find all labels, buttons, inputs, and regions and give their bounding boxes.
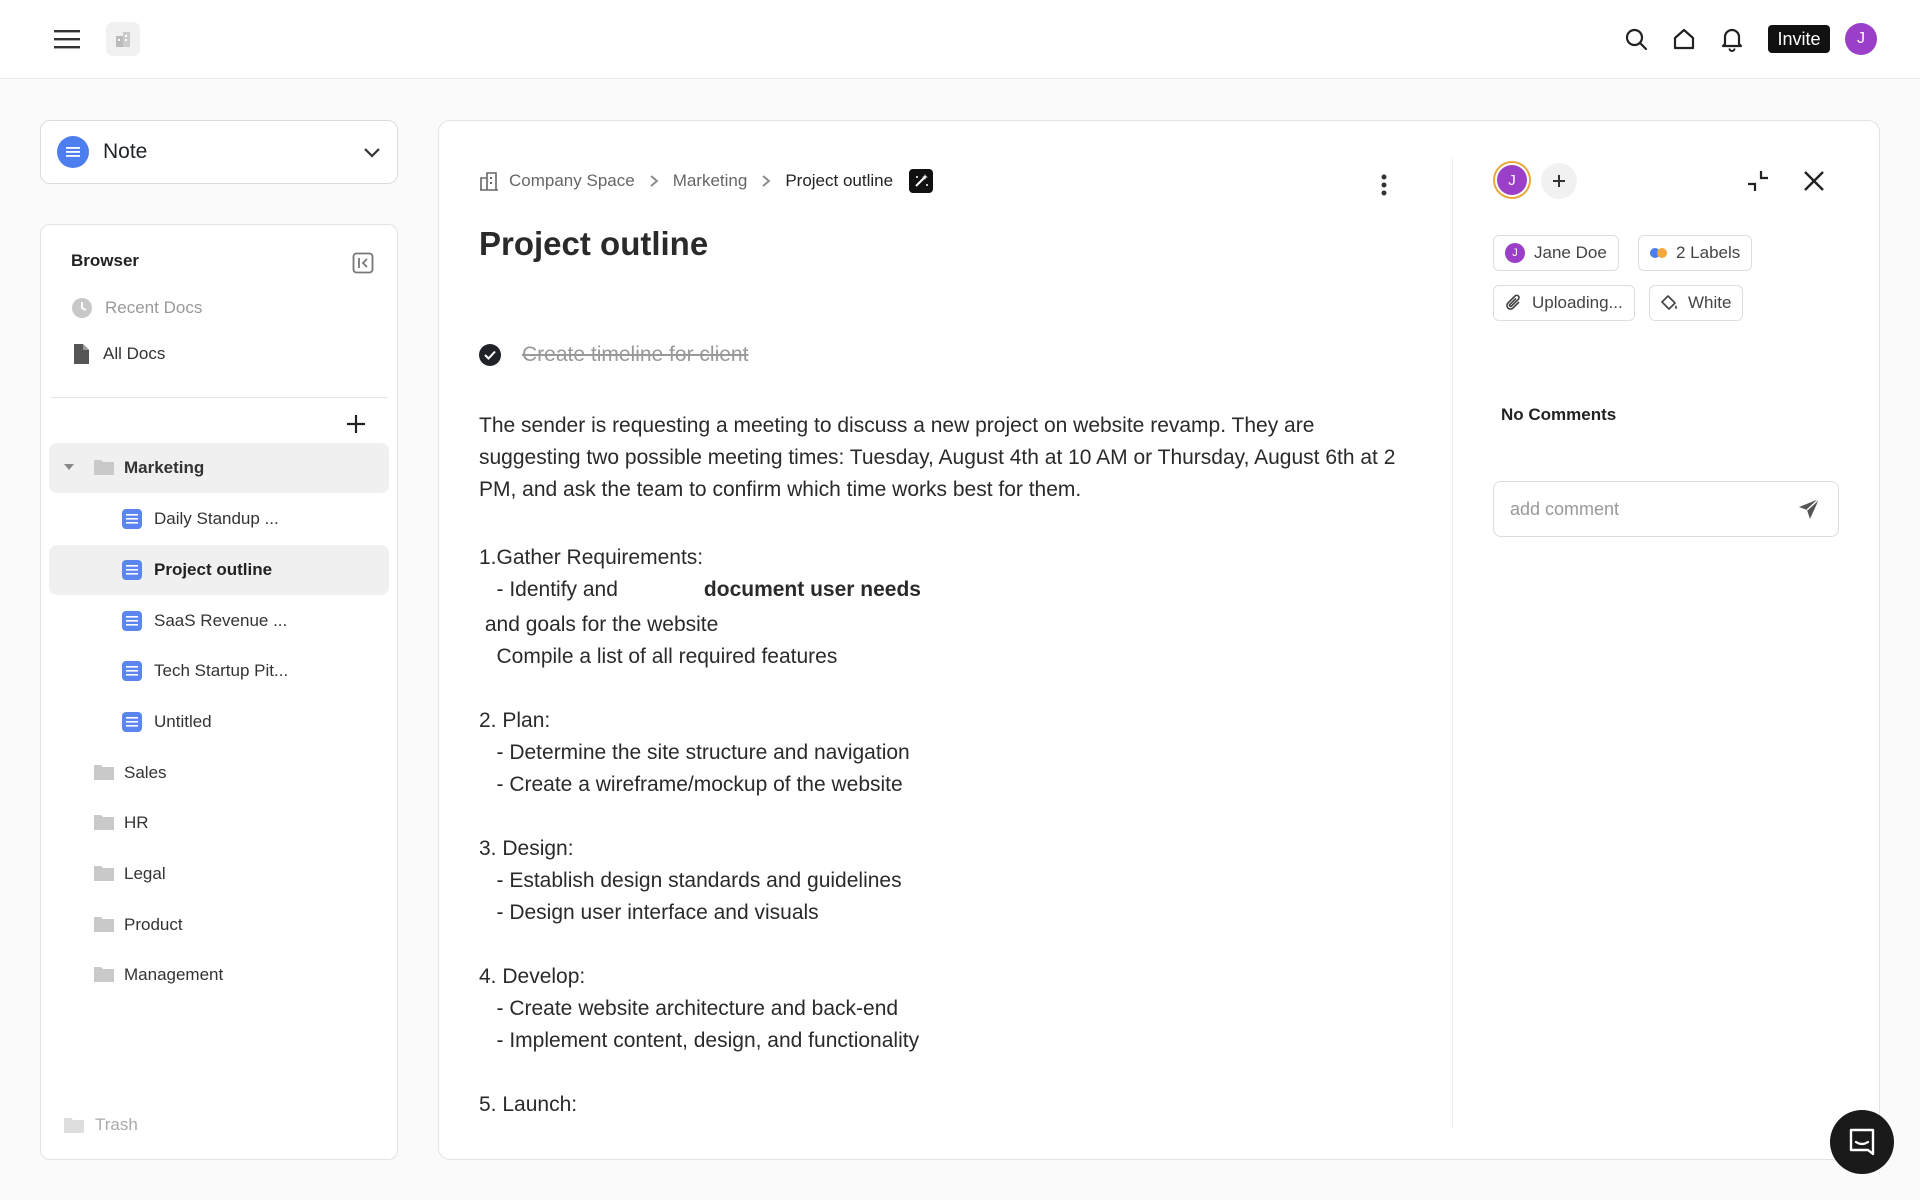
breadcrumb-space[interactable]: Company Space xyxy=(509,171,635,190)
doc-label: Project outline xyxy=(154,560,273,579)
assignee-chip[interactable] xyxy=(1493,235,1619,271)
doc-label: SaaS Revenue ... xyxy=(154,611,288,630)
collapse-icon xyxy=(352,252,374,274)
doc-untitled[interactable] xyxy=(49,697,389,747)
trash-link[interactable] xyxy=(63,1115,138,1135)
color-label: White xyxy=(1688,293,1732,312)
doc-project-outline[interactable] xyxy=(49,545,389,595)
document-icon xyxy=(122,560,142,580)
labels-icon xyxy=(1650,248,1667,258)
panel-divider xyxy=(1452,157,1453,1127)
collapse-sidebar-button[interactable] xyxy=(351,251,375,275)
chat-icon xyxy=(1847,1127,1877,1157)
collaborator-avatar[interactable] xyxy=(1493,161,1531,199)
no-comments-text: No Comments xyxy=(1501,405,1617,424)
intro-paragraph: The sender is requesting a meeting to discuss a new project on website revamp. They are suggesting two possible meeting times: Tuesday, August 4th at 10 AM or Thursday, August 6th at 2 PM, and ask the team to confirm which time works best for them. xyxy=(479,414,1396,501)
menu-button[interactable] xyxy=(48,21,86,57)
home-icon xyxy=(1672,27,1696,51)
doc-label: Untitled xyxy=(154,712,212,731)
search-button[interactable] xyxy=(1618,21,1654,57)
list-item: - Design user interface and visuals xyxy=(479,901,819,924)
list-item: - Create a wireframe/mockup of the website xyxy=(479,773,903,796)
notifications-button[interactable] xyxy=(1714,21,1750,57)
note-type-select[interactable] xyxy=(40,120,398,184)
breadcrumb-folder[interactable]: Marketing xyxy=(672,171,748,190)
note-icon xyxy=(57,136,89,168)
folder-label: Sales xyxy=(124,763,167,782)
section-heading: 3. Design: xyxy=(479,837,574,860)
caret-down-icon[interactable] xyxy=(61,459,77,475)
folder-label: Product xyxy=(124,915,183,934)
browser-divider xyxy=(51,397,387,398)
send-button[interactable] xyxy=(1796,496,1822,522)
document-icon xyxy=(122,712,142,732)
trash-folder-icon xyxy=(63,1115,85,1135)
list-item: and goals for the website xyxy=(479,613,719,636)
plus-icon xyxy=(346,414,366,434)
home-button[interactable] xyxy=(1666,21,1702,57)
doc-label: Tech Startup Pit... xyxy=(154,661,289,680)
workspace-logo-button[interactable] xyxy=(106,22,140,56)
assignee-label: Jane Doe xyxy=(1534,243,1607,262)
folder-label: HR xyxy=(124,813,149,832)
folder-label: Marketing xyxy=(124,458,205,477)
kebab-icon xyxy=(1381,174,1387,196)
section-heading: 4. Develop: xyxy=(479,965,586,988)
document-icon xyxy=(122,661,142,681)
all-docs-link[interactable] xyxy=(71,343,165,365)
folder-icon xyxy=(93,914,115,934)
comment-box xyxy=(1493,481,1839,537)
all-docs-label: All Docs xyxy=(103,344,166,363)
trash-label: Trash xyxy=(95,1115,138,1134)
minimize-button[interactable] xyxy=(1743,166,1773,196)
building-icon xyxy=(479,171,499,191)
doc-daily-standup[interactable] xyxy=(49,494,389,544)
list-text: - Identify and xyxy=(479,578,618,601)
list-item: - Establish design standards and guidelines xyxy=(479,869,902,892)
attachment-chip[interactable] xyxy=(1493,285,1635,321)
paperclip-icon xyxy=(1505,294,1523,312)
folder-icon xyxy=(93,762,115,782)
folder-management[interactable] xyxy=(49,950,389,1000)
task-item[interactable] xyxy=(479,343,748,367)
labels-label: 2 Labels xyxy=(1676,243,1741,262)
task-text: Create timeline for client xyxy=(522,343,749,366)
folder-sales[interactable] xyxy=(49,748,389,798)
close-icon xyxy=(1803,170,1825,192)
user-avatar[interactable]: J xyxy=(1845,23,1877,55)
section-heading: 2. Plan: xyxy=(479,709,551,732)
recent-docs-link[interactable] xyxy=(71,297,202,319)
list-item: Compile a list of all required features xyxy=(479,645,838,668)
chevron-right-icon xyxy=(761,174,771,188)
folder-label: Legal xyxy=(124,864,166,883)
breadcrumb xyxy=(479,169,933,193)
folder-icon xyxy=(93,812,115,832)
chevron-right-icon xyxy=(649,174,659,188)
folder-icon xyxy=(93,457,115,477)
folder-hr[interactable] xyxy=(49,798,389,848)
labels-chip[interactable] xyxy=(1638,235,1752,271)
minimize-icon xyxy=(1745,168,1771,194)
folder-marketing[interactable] xyxy=(49,443,389,493)
document-icon xyxy=(122,611,142,631)
bold-text: document user needs xyxy=(703,578,921,601)
close-button[interactable] xyxy=(1799,166,1829,196)
file-icon xyxy=(71,343,91,365)
browser-title: Browser xyxy=(71,251,140,270)
document-panel xyxy=(438,120,1880,1160)
plus-icon xyxy=(1552,174,1566,188)
breadcrumb-current: Project outline xyxy=(785,171,894,190)
doc-label: Daily Standup ... xyxy=(154,509,279,528)
note-type-label: Note xyxy=(103,140,148,163)
folder-icon xyxy=(93,964,115,984)
collaborator-initial: J xyxy=(1497,165,1527,195)
section-heading: 1.Gather Requirements: xyxy=(479,546,704,569)
doc-saas-revenue[interactable] xyxy=(49,596,389,646)
add-folder-button[interactable] xyxy=(341,409,371,439)
checkbox-checked-icon[interactable] xyxy=(479,344,501,366)
list-item: - Implement content, design, and functionality xyxy=(479,1029,920,1052)
list-item xyxy=(479,578,921,602)
recent-docs-label: Recent Docs xyxy=(105,298,203,317)
folder-product[interactable] xyxy=(49,900,389,950)
attachment-label: Uploading... xyxy=(1532,293,1623,312)
chevron-down-icon xyxy=(363,146,381,158)
doc-tech-startup[interactable] xyxy=(49,646,389,696)
browser-panel xyxy=(40,224,398,1160)
paint-bucket-icon xyxy=(1661,294,1679,312)
document-icon xyxy=(122,509,142,529)
search-icon xyxy=(1624,27,1648,51)
comment-input[interactable] xyxy=(1510,499,1796,520)
folder-legal[interactable] xyxy=(49,849,389,899)
assignee-avatar: J xyxy=(1505,243,1525,263)
document-title[interactable]: Project outline xyxy=(479,225,709,262)
invite-button[interactable]: Invite xyxy=(1768,25,1830,53)
menu-icon xyxy=(54,28,80,50)
section-heading: 5. Launch: xyxy=(479,1093,578,1116)
magic-wand-icon xyxy=(913,173,929,189)
add-collaborator-button[interactable] xyxy=(1541,163,1577,199)
send-icon xyxy=(1798,498,1820,520)
building-icon xyxy=(114,30,132,48)
list-item: - Create website architecture and back-end xyxy=(479,997,899,1020)
color-chip[interactable] xyxy=(1649,285,1743,321)
top-bar xyxy=(0,0,1920,79)
magic-wand-button[interactable] xyxy=(909,169,933,193)
clock-icon xyxy=(71,297,93,319)
folder-label: Management xyxy=(124,965,224,984)
list-item: - Determine the site structure and navigation xyxy=(479,741,910,764)
bell-icon xyxy=(1720,26,1744,52)
chat-support-button[interactable] xyxy=(1830,1110,1894,1174)
folder-icon xyxy=(93,863,115,883)
more-options-button[interactable] xyxy=(1369,167,1399,203)
